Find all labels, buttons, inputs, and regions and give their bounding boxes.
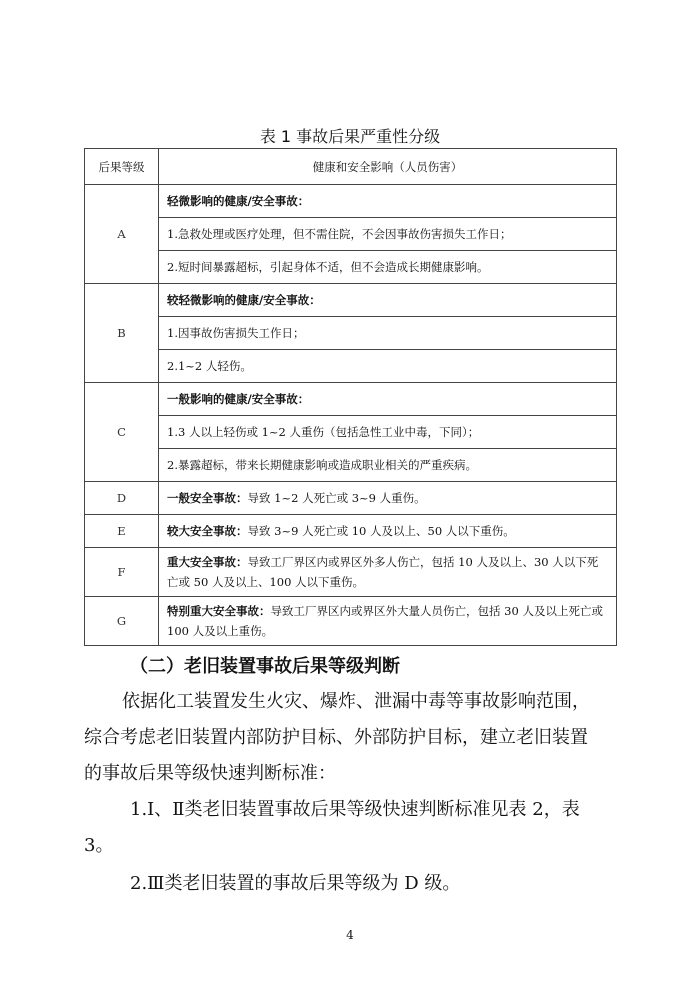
col-impact-header: 健康和安全影响（人员伤害）: [159, 149, 617, 185]
severity-table: [84, 148, 617, 646]
col-grade-header: 后果等级: [85, 149, 159, 185]
grade-cell: D: [85, 482, 159, 515]
table-row: [85, 482, 617, 515]
grade-cell: F: [85, 548, 159, 597]
paragraph-line: 依据化工装置发生火灾、爆炸、泄漏中毒等事故影响范围，: [122, 691, 590, 712]
table-title: 表 1 事故后果严重性分级: [259, 127, 441, 146]
page-number: 4: [346, 928, 354, 942]
table-row: [85, 185, 617, 218]
grade-cell: E: [85, 515, 159, 548]
grade-cell: C: [85, 383, 159, 482]
row-text: 1.因事故伤害损失工作日；: [159, 317, 617, 350]
table-row: [85, 383, 617, 416]
row-heading: 较轻微影响的健康/安全事故：: [167, 293, 321, 307]
grade-cell: A: [85, 185, 159, 284]
row-text: 导致 1~2 人死亡或 3~9 人重伤。: [247, 491, 426, 505]
table-row: [85, 284, 617, 317]
row-heading: 特别重大安全事故：: [167, 604, 271, 618]
section-heading: （二）老旧装置事故后果等级判断: [130, 656, 400, 677]
table-row: [85, 597, 617, 646]
list-item: 2.Ⅲ类老旧装置的事故后果等级为 D 级。: [130, 873, 461, 894]
row-heading: 一般影响的健康/安全事故：: [167, 392, 310, 406]
row-heading: 重大安全事故：: [167, 555, 248, 569]
list-item-continued: 3。: [84, 835, 114, 856]
row-text: 2.1~2 人轻伤。: [159, 350, 617, 383]
row-text: 导致工厂界区内或界区外大量人员伤亡，包括 30 人及以上死亡或 100 人及以上重伤。: [167, 604, 603, 638]
table-header: [85, 149, 617, 185]
row-text: 1.急救处理或医疗处理，但不需住院，不会因事故伤害损失工作日；: [159, 218, 617, 251]
row-text: 1.3 人以上轻伤或 1~2 人重伤（包括急性工业中毒，下同）；: [159, 416, 617, 449]
row-text: 导致 3~9 人死亡或 10 人及以上、50 人以下重伤。: [247, 524, 515, 538]
table-row: [85, 548, 617, 597]
row-heading: 轻微影响的健康/安全事故：: [167, 194, 310, 208]
row-heading: 一般安全事故：: [167, 491, 248, 505]
paragraph-line: 的事故后果等级快速判断标准：: [84, 763, 336, 784]
table-row: [85, 515, 617, 548]
row-text: 2.短时间暴露超标，引起身体不适，但不会造成长期健康影响。: [159, 251, 617, 284]
grade-cell: B: [85, 284, 159, 383]
list-item: 1.Ⅰ、Ⅱ类老旧装置事故后果等级快速判断标准见表 2，表: [130, 799, 580, 820]
row-heading: 较大安全事故：: [167, 524, 248, 538]
row-text: 导致工厂界区内或界区外多人伤亡，包括 10 人及以上、30 人以下死亡或 50 人及以上、100 人以下重伤。: [167, 555, 599, 589]
paragraph-line: 综合考虑老旧装置内部防护目标、外部防护目标，建立老旧装置: [84, 727, 588, 748]
row-text: 2.暴露超标，带来长期健康影响或造成职业相关的严重疾病。: [159, 449, 617, 482]
grade-cell: G: [85, 597, 159, 646]
